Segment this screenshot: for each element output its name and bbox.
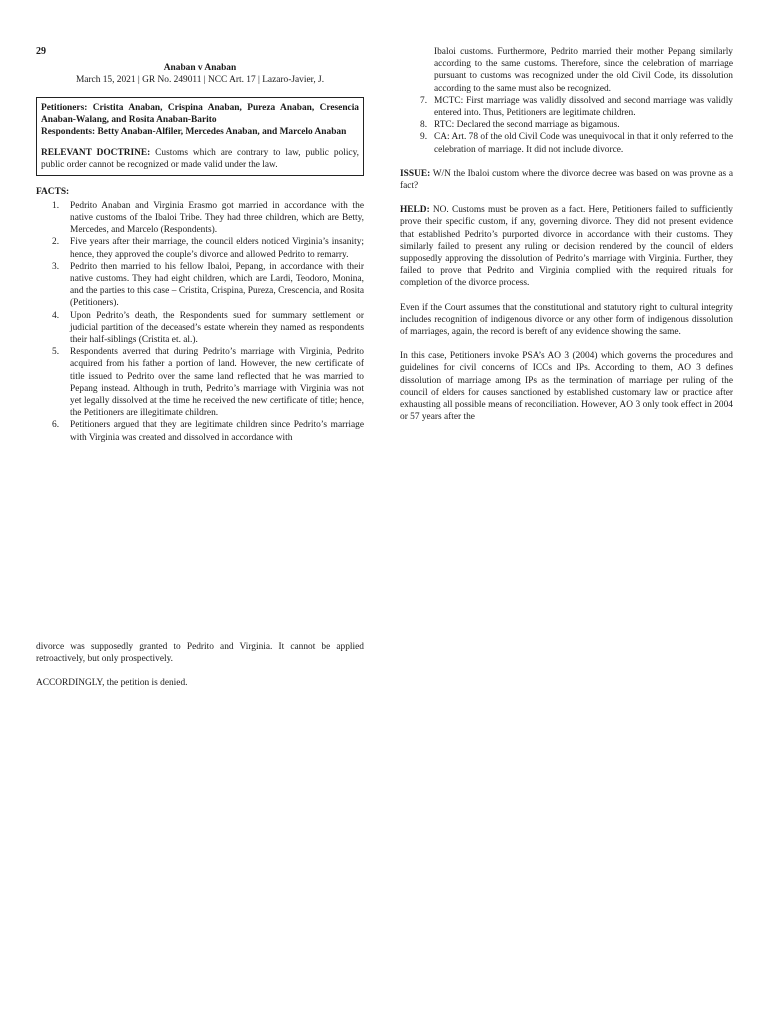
held-paragraph <box>400 204 733 289</box>
petitioners-label: Petitioners: <box>41 102 88 113</box>
respondents-line <box>41 126 359 138</box>
doctrine-label: RELEVANT DOCTRINE: <box>41 148 151 159</box>
list-text: CA: Art. 78 of the old Civil Code was unequivocal in that it only referred to the celebration of marriage. It did not include divorce. <box>434 132 733 155</box>
parties-box <box>36 97 364 176</box>
issue-label: ISSUE: <box>400 168 431 179</box>
case-meta: March 15, 2021 | GR No. 249011 | NCC Art. 17 | Lazaro-Javier, J. <box>75 75 325 86</box>
doctrine-text: Customs which are contrary to law, public policy, public order cannot be recognized or made valid under the law. <box>41 148 360 171</box>
list-number: 4. <box>52 310 60 321</box>
list-number: 5. <box>52 347 60 358</box>
ruling-paragraph-2: Even if the Court assumes that the constitutional and statutory right to cultural integrity includes recognition of indigenous divorce or any other form of indigenous dissolution of marriages, again, the record is bereft of any evidence showing the same. <box>400 302 733 338</box>
bottom-section <box>36 641 364 702</box>
list-number: 3. <box>52 261 60 272</box>
list-number: 7. <box>420 95 428 106</box>
list-text: MCTC: First marriage was validly dissolved and second marriage was validly entered into. Thus, Petitioners are legitimate children. <box>434 95 733 119</box>
list-number: 8. <box>420 120 428 131</box>
facts-heading: FACTS: <box>36 186 70 197</box>
list-text: Pedrito then married to his fellow Ibaloi, Pepang, in accordance with their native customs. They had eight children, which are Lardi, Teodoro, Monina, and the parties to this case – Cristita, Crispina, Pureza, Crescencia, and Rosita (Petitioners). <box>70 261 364 309</box>
doctrine-line <box>41 147 359 171</box>
list-text: Pedrito Anaban and Virginia Erasmo got married in accordance with the native customs of the Ibaloi Tribe. They had three children, which are Betty, Mercedes, and Marcelo (Respondents). <box>70 200 364 236</box>
list-item <box>400 46 733 95</box>
conclusion: ACCORDINGLY, the petition is denied. <box>36 678 188 689</box>
respondents-names: Betty Anaban-Alfiler, Mercedes Anaban, and Marcelo Anaban <box>97 127 347 138</box>
page-number: 29 <box>36 46 46 57</box>
list-text: Respondents averred that during Pedrito’s marriage with Virginia, Pedrito acquired from his father a portion of land. However, the new certificate of title issued to Pedrito over the same land reflected that he was married to Pepang instead. Although in truth, Pedrito’s marriage with Virginia was not yet legally dissolved at the time he received the new certificate of title; hence, the Petitioners are illegitimate children. <box>70 347 364 419</box>
fact-6-continued: Ibaloi customs. Furthermore, Pedrito married their mother Pepang similarly according to the same customs. Therefore, since the celebration of marriage pursuant to customs was recognized under the old Civil Code, its dissolution according to the same must also be recognized. <box>434 47 733 94</box>
list-item <box>36 200 364 237</box>
facts-list-continued <box>400 46 733 95</box>
respondents-label: Respondents: <box>41 127 96 138</box>
list-text: Five years after their marriage, the council elders noticed Virginia’s insanity; hence, they approved the couple’s divorce and allowed Pedrito to remarry. <box>70 237 364 260</box>
list-text: Petitioners argued that they are legitimate children since Pedrito’s marriage with Virginia was created and dissolved in accordance with <box>70 420 364 443</box>
list-text: RTC: Declared the second marriage as bigamous. <box>434 120 620 131</box>
ruling-paragraph-3-continued: divorce was supposedly granted to Pedrito and Virginia. It cannot be applied retroactively, but only prospectively. <box>36 642 364 665</box>
list-number: 6. <box>52 420 60 431</box>
left-column <box>36 46 364 444</box>
issue-text: W/N the Ibaloi custom where the divorce decree was based on was provne as a fact? <box>400 168 733 192</box>
case-title: Anaban v Anaban <box>163 63 237 74</box>
held-text: NO. Customs must be proven as a fact. Here, Petitioners failed to sufficiently prove their specific custom, if any, governing divorce. They did not present evidence that established Pedrito’s purported divorce in accordance with their customs. They similarly failed to present any ruling or decision rendered by the council of elders supposedly approving the dissolution of Pedrito’s marriage with Virginia. Further, they failed to prove that Pedrito and Virginia complied with the required rituals for completion of the divorce process. <box>400 205 733 289</box>
list-text: Upon Pedrito’s death, the Respondents sued for summary settlement or judicial partition of the deceased’s estate wherein they named as respondents their half-siblings (Cristita et. al.). <box>70 310 364 346</box>
list-number: 2. <box>52 237 60 248</box>
petitioners-line <box>41 102 359 126</box>
list-item <box>400 95 733 119</box>
petitioners-names: Cristita Anaban, Crispina Anaban, Pureza Anaban, Cresencia Anaban-Walang, and Rosita Anaban-Barito <box>41 102 359 125</box>
list-item <box>36 236 364 260</box>
list-number: 9. <box>420 132 428 143</box>
list-number: 1. <box>52 200 60 211</box>
list-item <box>400 119 733 131</box>
held-label: HELD: <box>400 205 430 216</box>
list-item <box>36 419 364 443</box>
facts-list <box>36 200 364 444</box>
list-item <box>36 346 364 419</box>
list-item <box>36 310 364 347</box>
list-item <box>36 261 364 310</box>
ruling-paragraph-3: In this case, Petitioners invoke PSA’s AO 3 (2004) which governs the procedures and guidelines for civil concerns of ICCs and IPs. According to them, AO 3 defines dissolution of marriage among IPs as the termination of marriage per ruling of the council of elders for causes sanctioned by established customary law or practice after exhausting all possible means of reconciliation. However, AO 3 only took effect in 2004 or 57 years after the <box>400 351 733 423</box>
right-column <box>400 46 733 435</box>
facts-list-right <box>400 95 733 156</box>
list-item <box>400 131 733 155</box>
issue-paragraph <box>400 168 733 192</box>
